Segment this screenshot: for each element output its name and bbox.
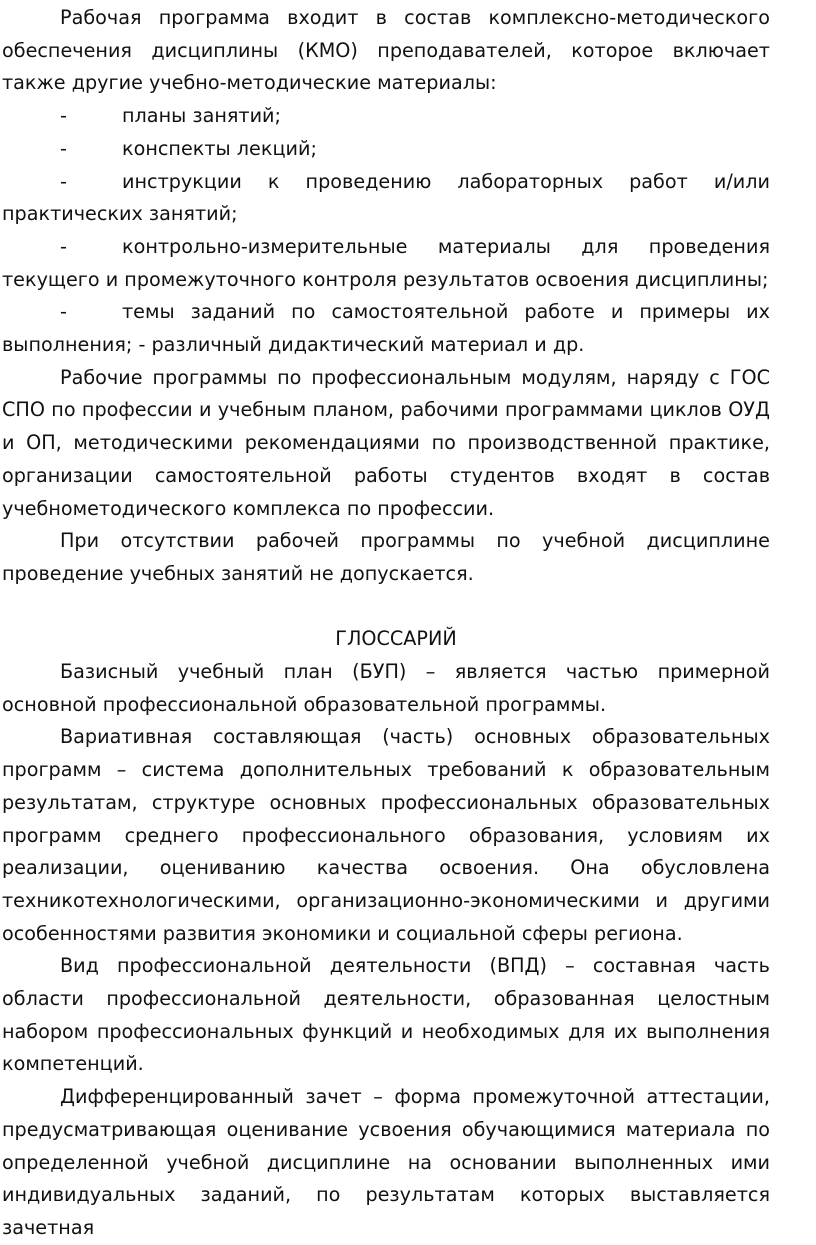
list-dash: - bbox=[60, 300, 67, 324]
glossary-entry: Базисный учебный план (БУП) – является частью примерной основной профессиональной образовательной программы. bbox=[2, 660, 770, 716]
list-dash: - bbox=[60, 169, 67, 193]
glossary-entry: Дифференцированный зачет – форма промежуточной аттестации, предусматривающая оценивание усвоения обучающимися материала по определенной учебной дисциплине на основании выполненных ими индивидуальных заданий, по результатам которых выставляется зачетная bbox=[2, 1085, 770, 1239]
list-item bbox=[2, 100, 770, 133]
glossary-entry: Вид профессиональной деятельности (ВПД) – составная часть области профессиональной деятельности, образованная целостным набором профессиональных функций и необходимых для их выполнения компетенций. bbox=[2, 954, 770, 1076]
list-dash: - bbox=[60, 104, 67, 128]
list-item bbox=[2, 133, 770, 166]
section-spacer bbox=[2, 591, 770, 624]
list-item-text: планы занятий; bbox=[122, 104, 281, 128]
list-item-text: темы заданий по самостоятельной работе и примеры их выполнения; - различный дидактический материал и др. bbox=[2, 300, 770, 357]
list-dash: - bbox=[60, 136, 67, 160]
glossary-heading: ГЛОССАРИЙ bbox=[335, 627, 457, 651]
glossary-entry: Вариативная составляющая (часть) основных образовательных программ – система дополнительных требований к образовательным результатам, структуре основных профессиональных образовательных программ среднего профессионального образования, условиям их реализации, оцениванию качества освоения. Она обусловлена техникотехнологическими, организационно-экономическими и другими особенностями развития экономики и социальной сферы региона. bbox=[2, 725, 770, 945]
intro-paragraph: Рабочая программа входит в состав комплексно-методического обеспечения дисциплины (КМО) преподавателей, которое включает также другие учебно-методические материалы: bbox=[2, 6, 770, 95]
body-paragraph: Рабочие программы по профессиональным модулям, наряду с ГОС СПО по профессии и учебным планом, рабочими программами циклов ОУД и ОП, методическими рекомендациями по производственной практике, организации самостоятельной работы студентов входят в состав учебнометодического комплекса по профессии. bbox=[2, 365, 770, 520]
list-item bbox=[2, 296, 770, 361]
list-item bbox=[2, 166, 770, 231]
list-item-text: конспекты лекций; bbox=[122, 136, 317, 160]
list-item bbox=[2, 231, 770, 296]
body-paragraph: При отсутствии рабочей программы по учебной дисциплине проведение учебных занятий не допускается. bbox=[2, 529, 770, 585]
list-dash: - bbox=[60, 234, 67, 258]
list-item-text: инструкции к проведению лабораторных работ и/или практических занятий; bbox=[2, 169, 770, 226]
list-item-text: контрольно-измерительные материалы для проведения текущего и промежуточного контроля результатов освоения дисциплины; bbox=[2, 234, 770, 291]
